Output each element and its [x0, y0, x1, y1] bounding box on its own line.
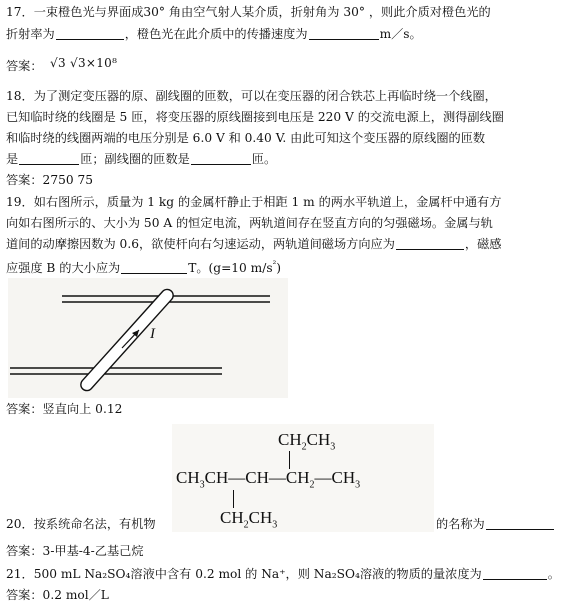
- q18-blank-2: [191, 152, 251, 165]
- rail-figure: [8, 278, 288, 398]
- q18-line3: 和临时绕的线圈两端的电压分别是 6.0 V 和 0.40 V. 由此可知这个变压器的原线圈的匝数: [6, 131, 486, 145]
- q21-line: [6, 566, 560, 582]
- q19-text-d: T。(g=10 m/s: [188, 261, 273, 276]
- chem-bond-bottom: [233, 490, 234, 508]
- q19-blank-2: [121, 261, 187, 274]
- q19-line1: 19．如右图所示，质量为 1 kg 的金属杆静止于相距 1 m 的两水平轨道上，金属杆中通有方: [6, 195, 502, 209]
- q21-answer: 答案：0.2 mol／L: [6, 588, 109, 602]
- q17-blank-1: [56, 27, 124, 40]
- q18-blank-1: [19, 152, 79, 165]
- q18-text-c: 匝。: [251, 152, 277, 166]
- chem-main-chain: $CH_3CH—CH—CH_2—CH_3$: [176, 468, 361, 491]
- metal-rod: [78, 287, 175, 393]
- q21-text-a: 21．500 mL Na₂SO₄溶液中含有 0.2 mol 的 Na⁺，则 Na₂SO₄溶液的物质的量浓度为: [6, 567, 482, 581]
- q20-text-a: 20．按系统命名法，有机物: [6, 517, 156, 531]
- q18-line1: 18．为了测定变压器的原、副线圈的匝数，可以在变压器的闭合铁芯上再临时绕一个线圈，: [6, 89, 497, 103]
- q17-answer-label: 答案：: [6, 59, 43, 73]
- q19-text-c: 应强度 B 的大小应为: [6, 261, 121, 276]
- q19-answer: 答案：竖直向上 0.12: [6, 402, 123, 416]
- q20-line-b: [436, 516, 555, 532]
- chem-structure: [172, 424, 434, 532]
- q19-superscript: ²: [272, 260, 277, 270]
- q17-line2: [6, 26, 422, 42]
- q19-line4: [6, 257, 281, 276]
- q17-text-c: m／s。: [379, 27, 422, 41]
- q20-blank: [486, 517, 554, 530]
- chem-bond-top: [289, 451, 290, 469]
- rail-diagram: [8, 278, 288, 398]
- q17-line1: 17．一束橙色光与界面成30° 角由空气射人某介质，折射角为 30° ，则此介质对橙色光的: [6, 5, 491, 19]
- chem-branch-top: $CH_2CH_3$: [278, 430, 336, 453]
- q18-text-b: 匝；副线圈的匝数是: [80, 152, 190, 166]
- q19-line2: 向如右图所示的、大小为 50 A 的恒定电流，两轨道间存在竖直方向的匀强磁场。金属与轨: [6, 216, 493, 230]
- q21-blank: [483, 567, 547, 580]
- q17-text-b: ，橙色光在此介质中的传播速度为: [124, 27, 308, 41]
- q19-text-a: 道间的动摩擦因数为 0.6，欲使杆向右匀速运动，两轨道间磁场方向应为: [6, 237, 395, 251]
- q17-answer-value: √3 √3×10⁸: [50, 56, 118, 70]
- q18-text-a: 是: [6, 152, 19, 166]
- q20-text-b: 的名称为: [436, 517, 485, 531]
- q18-answer: 答案：2750 75: [6, 173, 93, 187]
- q19-blank-1: [396, 237, 464, 250]
- q18-line2: 已知临时绕的线圈是 5 匝，将变压器的原线圈接到电压是 220 V 的交流电源上，测得副线圈: [6, 110, 504, 124]
- chem-branch-bottom: $CH_2CH_3$: [220, 508, 278, 531]
- q17-blank-2: [309, 27, 379, 40]
- q20-line: [6, 516, 156, 532]
- q19-line3: [6, 236, 501, 252]
- q19-text-b: ，磁感: [464, 237, 502, 251]
- q18-line4: [6, 151, 276, 167]
- q21-text-b: 。: [547, 567, 560, 581]
- current-label: I: [150, 326, 155, 342]
- q17-text-a: 折射率为: [6, 27, 55, 41]
- q19-text-e: ): [276, 261, 281, 276]
- q20-answer: 答案：3-甲基-4-乙基己烷: [6, 544, 144, 558]
